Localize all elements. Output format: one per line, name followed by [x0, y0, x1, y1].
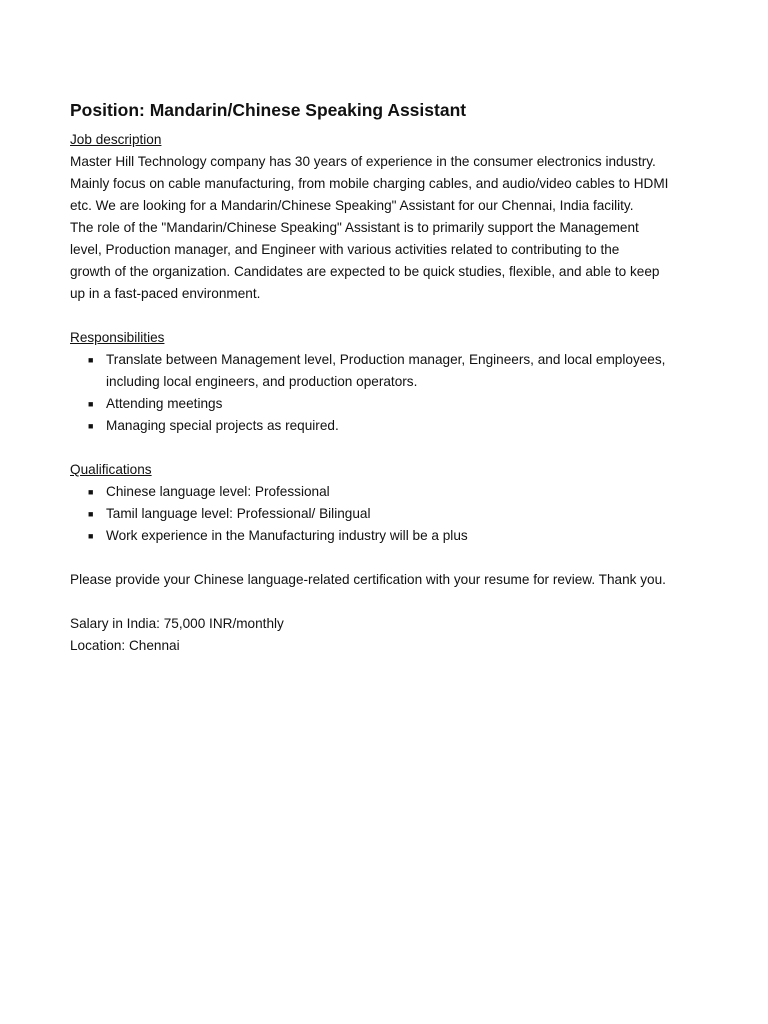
qualifications-section — [70, 459, 710, 547]
list-item — [70, 393, 710, 415]
list-item-text: Attending meetings — [106, 396, 223, 411]
job-description-line: Master Hill Technology company has 30 years of experience in the consumer electronics industry. — [70, 154, 656, 169]
square-bullet-icon: ■ — [88, 421, 94, 431]
list-item-text: Managing special projects as required. — [106, 418, 339, 433]
square-bullet-icon: ■ — [88, 487, 94, 497]
square-bullet-icon: ■ — [88, 355, 94, 365]
job-description-heading: Job description — [70, 132, 162, 147]
list-item — [70, 503, 710, 525]
job-description-line: growth of the organization. Candidates are expected to be quick studies, flexible, and able to keep — [70, 264, 660, 279]
job-description-line: Mainly focus on cable manufacturing, from mobile charging cables, and audio/video cables to HDMI — [70, 176, 669, 191]
spacer — [70, 591, 710, 613]
square-bullet-icon: ■ — [88, 531, 94, 541]
qualifications-list — [70, 481, 710, 547]
job-posting-document — [70, 97, 710, 657]
job-description-line: up in a fast-paced environment. — [70, 286, 261, 301]
job-description-line: level, Production manager, and Engineer with various activities related to contributing to the — [70, 242, 620, 257]
square-bullet-icon: ■ — [88, 509, 94, 519]
list-item — [70, 525, 710, 547]
qualifications-heading: Qualifications — [70, 462, 152, 477]
spacer — [70, 437, 710, 459]
list-item — [70, 481, 710, 503]
job-description-line: etc. We are looking for a Mandarin/Chinese Speaking" Assistant for our Chennai, India facility. — [70, 198, 634, 213]
closing-note: Please provide your Chinese language-related certification with your resume for review. Thank you. — [70, 572, 666, 587]
spacer — [70, 547, 710, 569]
list-item — [70, 349, 710, 393]
square-bullet-icon: ■ — [88, 399, 94, 409]
job-description-line: The role of the "Mandarin/Chinese Speaking" Assistant is to primarily support the Management — [70, 220, 639, 235]
list-item-text: Tamil language level: Professional/ Bilingual — [106, 506, 371, 521]
list-item-text: Work experience in the Manufacturing industry will be a plus — [106, 528, 468, 543]
position-title: Position: Mandarin/Chinese Speaking Assistant — [70, 100, 467, 120]
spacer — [70, 305, 710, 327]
list-item-text: Chinese language level: Professional — [106, 484, 330, 499]
responsibilities-list — [70, 349, 710, 437]
responsibilities-section — [70, 327, 710, 437]
location-text: Location: Chennai — [70, 638, 180, 653]
salary-text: Salary in India: 75,000 INR/monthly — [70, 616, 284, 631]
list-item — [70, 415, 710, 437]
responsibilities-heading: Responsibilities — [70, 330, 165, 345]
list-item-text: Translate between Management level, Production manager, Engineers, and local employees, including local engineers, and production operators. — [106, 352, 666, 389]
job-description-section — [70, 129, 710, 305]
